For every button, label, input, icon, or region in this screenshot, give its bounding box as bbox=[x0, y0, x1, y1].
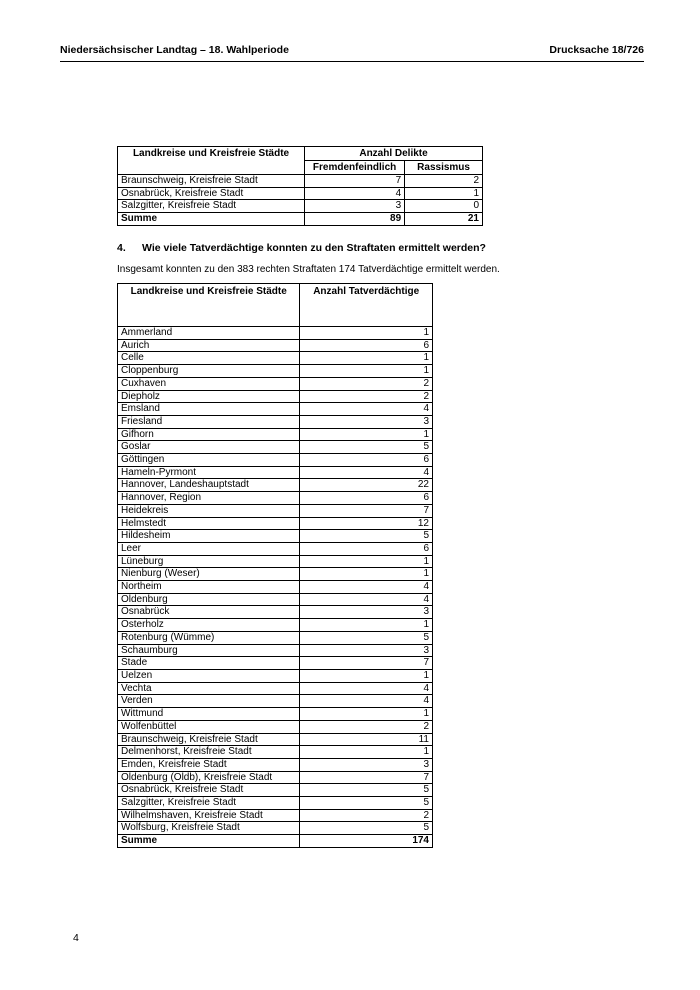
table-row bbox=[118, 441, 433, 454]
sum-label-cell: Summe bbox=[118, 835, 300, 848]
page-number: 4 bbox=[73, 932, 79, 944]
sum-label-cell: Summe bbox=[118, 213, 305, 226]
table-row bbox=[118, 187, 483, 200]
region-cell: Cuxhaven bbox=[118, 377, 300, 390]
region-cell: Lüneburg bbox=[118, 555, 300, 568]
region-cell: Osnabrück bbox=[118, 606, 300, 619]
region-cell: Hameln-Pyrmont bbox=[118, 466, 300, 479]
document-number: Drucksache 18/726 bbox=[549, 44, 644, 56]
table-row bbox=[118, 657, 433, 670]
suspect-count-cell: 1 bbox=[300, 708, 433, 721]
suspect-count-cell: 5 bbox=[300, 784, 433, 797]
table1-region-header: Landkreise und Kreisfreie Städte bbox=[118, 147, 305, 175]
table-row bbox=[118, 428, 433, 441]
xenophobic-count-cell: 3 bbox=[305, 200, 405, 213]
table-row bbox=[118, 504, 433, 517]
suspect-count-cell: 1 bbox=[300, 555, 433, 568]
region-cell: Braunschweig, Kreisfreie Stadt bbox=[118, 733, 300, 746]
racism-count-cell: 1 bbox=[405, 187, 483, 200]
question-number: 4. bbox=[117, 242, 126, 254]
region-cell: Ammerland bbox=[118, 327, 300, 340]
suspect-count-cell: 6 bbox=[300, 454, 433, 467]
region-cell: Celle bbox=[118, 352, 300, 365]
sum-racism-cell: 21 bbox=[405, 213, 483, 226]
region-cell: Rotenburg (Wümme) bbox=[118, 631, 300, 644]
table-row bbox=[118, 720, 433, 733]
table2-count-header: Anzahl Tatverdächtige bbox=[300, 284, 433, 327]
suspect-count-cell: 7 bbox=[300, 657, 433, 670]
table2-region-header: Landkreise und Kreisfreie Städte bbox=[118, 284, 300, 327]
suspect-count-cell: 5 bbox=[300, 822, 433, 835]
suspect-count-cell: 5 bbox=[300, 797, 433, 810]
region-cell: Uelzen bbox=[118, 669, 300, 682]
suspect-count-cell: 1 bbox=[300, 428, 433, 441]
region-cell: Hannover, Landeshauptstadt bbox=[118, 479, 300, 492]
table-row bbox=[118, 708, 433, 721]
header-title: Niedersächsischer Landtag – 18. Wahlperiode bbox=[60, 44, 289, 56]
sum-row bbox=[118, 835, 433, 848]
table1-racism-header: Rassismus bbox=[405, 161, 483, 175]
region-cell: Wolfenbüttel bbox=[118, 720, 300, 733]
suspect-count-cell: 1 bbox=[300, 568, 433, 581]
region-cell: Göttingen bbox=[118, 454, 300, 467]
suspect-count-cell: 4 bbox=[300, 682, 433, 695]
suspect-count-cell: 1 bbox=[300, 352, 433, 365]
region-cell: Wittmund bbox=[118, 708, 300, 721]
page-header bbox=[60, 40, 644, 58]
suspect-count-cell: 4 bbox=[300, 593, 433, 606]
suspect-count-cell: 2 bbox=[300, 809, 433, 822]
region-cell: Hannover, Region bbox=[118, 492, 300, 505]
suspect-count-cell: 7 bbox=[300, 504, 433, 517]
table-row bbox=[118, 339, 433, 352]
table-row bbox=[118, 175, 483, 188]
table-row bbox=[118, 619, 433, 632]
table-row bbox=[118, 365, 433, 378]
sum-xenophobic-cell: 89 bbox=[305, 213, 405, 226]
suspect-count-cell: 1 bbox=[300, 327, 433, 340]
region-cell: Braunschweig, Kreisfreie Stadt bbox=[118, 175, 305, 188]
table-row bbox=[118, 593, 433, 606]
region-cell: Osnabrück, Kreisfreie Stadt bbox=[118, 187, 305, 200]
question-text: Wie viele Tatverdächtige konnten zu den Straftaten ermittelt werden? bbox=[142, 242, 486, 254]
xenophobic-count-cell: 7 bbox=[305, 175, 405, 188]
region-cell: Osterholz bbox=[118, 619, 300, 632]
region-cell: Wilhelmshaven, Kreisfreie Stadt bbox=[118, 809, 300, 822]
region-cell: Stade bbox=[118, 657, 300, 670]
region-cell: Leer bbox=[118, 542, 300, 555]
region-cell: Gifhorn bbox=[118, 428, 300, 441]
suspect-count-cell: 1 bbox=[300, 746, 433, 759]
suspect-count-cell: 2 bbox=[300, 720, 433, 733]
suspect-count-cell: 3 bbox=[300, 415, 433, 428]
table-row bbox=[118, 606, 433, 619]
region-cell: Delmenhorst, Kreisfreie Stadt bbox=[118, 746, 300, 759]
region-cell: Aurich bbox=[118, 339, 300, 352]
table-row bbox=[118, 403, 433, 416]
table-row bbox=[118, 492, 433, 505]
suspect-count-cell: 7 bbox=[300, 771, 433, 784]
table-row bbox=[118, 733, 433, 746]
table-row bbox=[118, 377, 433, 390]
answer-text: Insgesamt konnten zu den 383 rechten Straftaten 174 Tatverdächtige ermittelt werden. bbox=[117, 264, 500, 275]
region-cell: Hildesheim bbox=[118, 530, 300, 543]
region-cell: Heidekreis bbox=[118, 504, 300, 517]
table-row bbox=[118, 631, 433, 644]
sum-count-cell: 174 bbox=[300, 835, 433, 848]
suspect-count-cell: 5 bbox=[300, 441, 433, 454]
region-cell: Goslar bbox=[118, 441, 300, 454]
region-cell: Osnabrück, Kreisfreie Stadt bbox=[118, 784, 300, 797]
region-cell: Vechta bbox=[118, 682, 300, 695]
suspect-count-cell: 3 bbox=[300, 606, 433, 619]
region-cell: Cloppenburg bbox=[118, 365, 300, 378]
suspect-count-cell: 6 bbox=[300, 492, 433, 505]
racism-count-cell: 2 bbox=[405, 175, 483, 188]
table-row bbox=[118, 200, 483, 213]
table-row bbox=[118, 327, 433, 340]
suspect-count-cell: 2 bbox=[300, 390, 433, 403]
table-row bbox=[118, 746, 433, 759]
table-row bbox=[118, 517, 433, 530]
table1-xenophobic-header: Fremdenfeindlich bbox=[305, 161, 405, 175]
region-cell: Friesland bbox=[118, 415, 300, 428]
table2-body bbox=[118, 327, 433, 848]
table-row bbox=[118, 555, 433, 568]
question-heading bbox=[117, 242, 486, 254]
table1-body bbox=[118, 175, 483, 226]
racism-count-cell: 0 bbox=[405, 200, 483, 213]
suspect-count-cell: 2 bbox=[300, 377, 433, 390]
header-divider bbox=[60, 61, 644, 62]
table-row bbox=[118, 822, 433, 835]
suspect-count-cell: 22 bbox=[300, 479, 433, 492]
region-cell: Oldenburg bbox=[118, 593, 300, 606]
region-cell: Verden bbox=[118, 695, 300, 708]
table-row bbox=[118, 784, 433, 797]
table-row bbox=[118, 530, 433, 543]
table-row bbox=[118, 454, 433, 467]
region-cell: Diepholz bbox=[118, 390, 300, 403]
suspect-count-cell: 4 bbox=[300, 466, 433, 479]
table-row bbox=[118, 669, 433, 682]
table-row bbox=[118, 644, 433, 657]
suspect-count-cell: 1 bbox=[300, 619, 433, 632]
suspect-count-cell: 3 bbox=[300, 758, 433, 771]
suspect-count-cell: 11 bbox=[300, 733, 433, 746]
region-cell: Emsland bbox=[118, 403, 300, 416]
suspects-table bbox=[117, 283, 433, 848]
table-row bbox=[118, 568, 433, 581]
sum-row bbox=[118, 213, 483, 226]
suspect-count-cell: 3 bbox=[300, 644, 433, 657]
region-cell: Oldenburg (Oldb), Kreisfreie Stadt bbox=[118, 771, 300, 784]
table-row bbox=[118, 415, 433, 428]
table-row bbox=[118, 758, 433, 771]
suspect-count-cell: 1 bbox=[300, 669, 433, 682]
table-row bbox=[118, 809, 433, 822]
table-row bbox=[118, 695, 433, 708]
region-cell: Salzgitter, Kreisfreie Stadt bbox=[118, 797, 300, 810]
offenses-table bbox=[117, 146, 483, 226]
table-row bbox=[118, 352, 433, 365]
xenophobic-count-cell: 4 bbox=[305, 187, 405, 200]
table-row bbox=[118, 581, 433, 594]
suspect-count-cell: 4 bbox=[300, 403, 433, 416]
table-row bbox=[118, 390, 433, 403]
region-cell: Schaumburg bbox=[118, 644, 300, 657]
table-row bbox=[118, 542, 433, 555]
table-row bbox=[118, 479, 433, 492]
table-row bbox=[118, 466, 433, 479]
suspect-count-cell: 4 bbox=[300, 695, 433, 708]
region-cell: Wolfsburg, Kreisfreie Stadt bbox=[118, 822, 300, 835]
suspect-count-cell: 12 bbox=[300, 517, 433, 530]
table-row bbox=[118, 771, 433, 784]
suspect-count-cell: 6 bbox=[300, 339, 433, 352]
region-cell: Northeim bbox=[118, 581, 300, 594]
suspect-count-cell: 4 bbox=[300, 581, 433, 594]
table-row bbox=[118, 797, 433, 810]
region-cell: Nienburg (Weser) bbox=[118, 568, 300, 581]
region-cell: Emden, Kreisfreie Stadt bbox=[118, 758, 300, 771]
region-cell: Salzgitter, Kreisfreie Stadt bbox=[118, 200, 305, 213]
table-row bbox=[118, 682, 433, 695]
suspect-count-cell: 6 bbox=[300, 542, 433, 555]
table1-group-header: Anzahl Delikte bbox=[305, 147, 483, 161]
region-cell: Helmstedt bbox=[118, 517, 300, 530]
suspect-count-cell: 5 bbox=[300, 530, 433, 543]
suspect-count-cell: 5 bbox=[300, 631, 433, 644]
suspect-count-cell: 1 bbox=[300, 365, 433, 378]
